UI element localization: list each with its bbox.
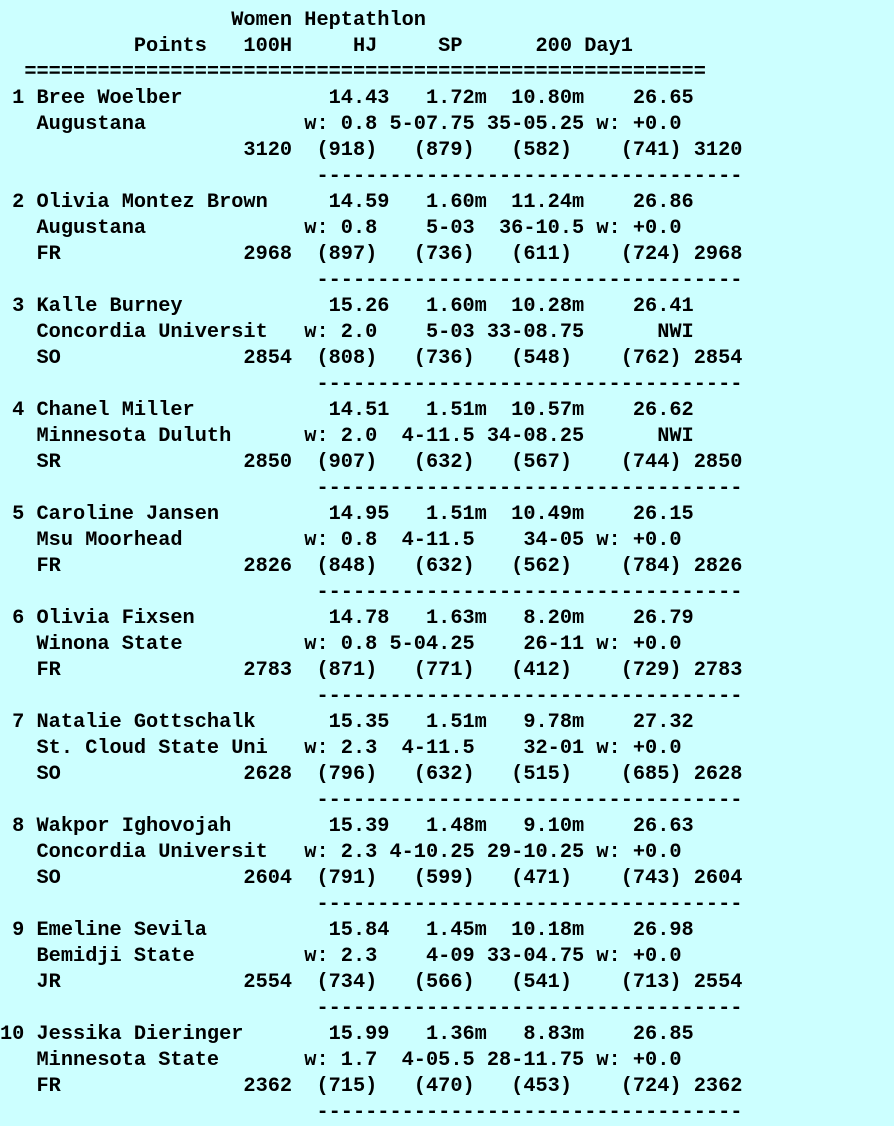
athlete-divider: ----------------------------------- [0,373,743,396]
athlete-divider: ----------------------------------- [0,581,743,604]
athlete-divider: ----------------------------------- [0,685,743,708]
athlete-line-points: SR 2850 (907) (632) (567) (744) 2850 [0,451,743,474]
athlete-line-name-marks: 7 Natalie Gottschalk 15.35 1.51m 9.78m 27.32 [0,711,694,734]
athlete-line-team-wind: Winona State w: 0.8 5-04.25 26-11 w: +0.0 [0,633,682,656]
athlete-divider: ----------------------------------- [0,789,743,812]
athlete-divider: ----------------------------------- [0,165,743,188]
athlete-line-name-marks: 5 Caroline Jansen 14.95 1.51m 10.49m 26.15 [0,503,694,526]
athlete-line-name-marks: 4 Chanel Miller 14.51 1.51m 10.57m 26.62 [0,399,694,422]
athlete-line-team-wind: Minnesota State w: 1.7 4-05.5 28-11.75 w: +0.0 [0,1049,682,1072]
athlete-line-team-wind: Msu Moorhead w: 0.8 4-11.5 34-05 w: +0.0 [0,529,682,552]
athlete-line-name-marks: 9 Emeline Sevila 15.84 1.45m 10.18m 26.98 [0,919,694,942]
athlete-divider: ----------------------------------- [0,997,743,1020]
athlete-line-points: 3120 (918) (879) (582) (741) 3120 [0,139,743,162]
header-separator: ======================================================== [0,61,706,84]
athlete-divider: ----------------------------------- [0,477,743,500]
athlete-line-points: JR 2554 (734) (566) (541) (713) 2554 [0,971,743,994]
athlete-line-team-wind: Bemidji State w: 2.3 4-09 33-04.75 w: +0.0 [0,945,682,968]
athlete-line-team-wind: Augustana w: 0.8 5-03 36-10.5 w: +0.0 [0,217,682,240]
athlete-line-points: SO 2604 (791) (599) (471) (743) 2604 [0,867,743,890]
athlete-line-points: SO 2854 (808) (736) (548) (762) 2854 [0,347,743,370]
athlete-line-points: FR 2783 (871) (771) (412) (729) 2783 [0,659,743,682]
athlete-divider: ----------------------------------- [0,269,743,292]
athlete-line-team-wind: Concordia Universit w: 2.3 4-10.25 29-10.25 w: +0.0 [0,841,682,864]
athlete-line-name-marks: 10 Jessika Dieringer 15.99 1.36m 8.83m 26.85 [0,1023,694,1046]
athlete-line-points: FR 2826 (848) (632) (562) (784) 2826 [0,555,743,578]
event-title: Women Heptathlon [0,9,426,32]
athlete-line-name-marks: 2 Olivia Montez Brown 14.59 1.60m 11.24m 26.86 [0,191,694,214]
athlete-line-points: FR 2968 (897) (736) (611) (724) 2968 [0,243,743,266]
athlete-line-points: SO 2628 (796) (632) (515) (685) 2628 [0,763,743,786]
athlete-line-points: FR 2362 (715) (470) (453) (724) 2362 [0,1075,743,1098]
athlete-line-name-marks: 3 Kalle Burney 15.26 1.60m 10.28m 26.41 [0,295,694,318]
athlete-line-team-wind: Minnesota Duluth w: 2.0 4-11.5 34-08.25 NWI [0,425,694,448]
athlete-line-team-wind: St. Cloud State Uni w: 2.3 4-11.5 32-01 w: +0.0 [0,737,682,760]
athlete-line-name-marks: 8 Wakpor Ighovojah 15.39 1.48m 9.10m 26.63 [0,815,694,838]
athlete-line-name-marks: 1 Bree Woelber 14.43 1.72m 10.80m 26.65 [0,87,694,110]
athlete-line-name-marks: 6 Olivia Fixsen 14.78 1.63m 8.20m 26.79 [0,607,694,630]
athlete-line-team-wind: Augustana w: 0.8 5-07.75 35-05.25 w: +0.0 [0,113,682,136]
athlete-line-team-wind: Concordia Universit w: 2.0 5-03 33-08.75 NWI [0,321,694,344]
column-header-row: Points 100H HJ SP 200 Day1 [0,35,633,58]
athlete-divider: ----------------------------------- [0,893,743,916]
athlete-divider: ----------------------------------- [0,1101,743,1124]
